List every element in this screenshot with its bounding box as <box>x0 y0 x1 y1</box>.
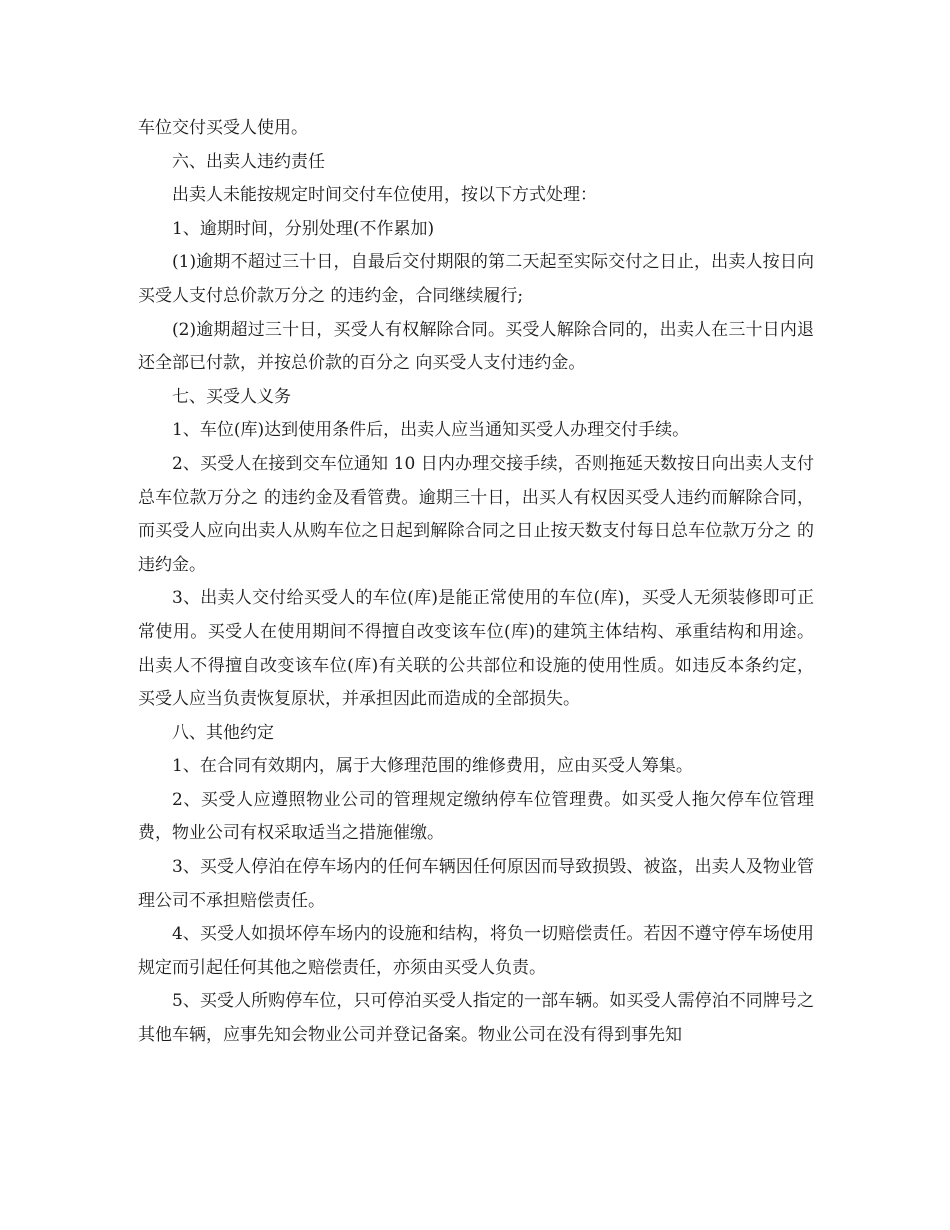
paragraph: 4、买受人如损坏停车场内的设施和结构，将负一切赔偿责任。若因不遵守停车场使用规定而引起任何其他之赔偿责任，亦须由买受人负责。 <box>138 924 814 978</box>
paragraph: 1、逾期时间，分别处理(不作累加) <box>172 218 435 239</box>
paragraph: 2、买受人在接到交车位通知 10 日内办理交接手续，否则拖延天数按日向出卖人支付总车位款万分之 的违约金及看管费。逾期三十日，出买人有权因买受人违约而解除合同，而买受人应向出卖人从购车位之日起到解除合同之日止按天数支付每日总车位款万分之 的违约金。 <box>138 453 814 575</box>
section-heading-seller-liability: 六、出卖人违约责任 <box>172 151 325 172</box>
paragraph: 2、买受人应遵照物业公司的管理规定缴纳停车位管理费。如买受人拖欠停车位管理费，物业公司有权采取适当之措施催缴。 <box>138 789 814 844</box>
paragraph-continuation: 车位交付买受人使用。 <box>138 118 308 138</box>
paragraph: 出卖人未能按规定时间交付车位使用，按以下方式处理： <box>172 185 597 206</box>
paragraph: 5、买受人所购停车位，只可停泊买受人指定的一部车辆。如买受人需停泊不同牌号之其他车辆，应事先知会物业公司并登记备案。物业公司在没有得到事先知 <box>138 991 814 1046</box>
paragraph: 1、车位(库)达到使用条件后，出卖人应当通知买受人办理交付手续。 <box>172 420 690 441</box>
section-heading-buyer-obligations: 七、买受人义务 <box>172 386 291 407</box>
section-heading-other-terms: 八、其他约定 <box>172 722 274 743</box>
paragraph: (2)逾期超过三十日，买受人有权解除合同。买受人解除合同的，出卖人在三十日内退还全部已付款，并按总价款的百分之 向买受人支付违约金。 <box>138 319 814 374</box>
paragraph: 3、出卖人交付给买受人的车位(库)是能正常使用的车位(库)，买受人无须装修即可正常使用。买受人在使用期间不得擅自改变该车位(库)的建筑主体结构、承重结构和用途。出卖人不得擅自改变该车位(库)有关联的公共部位和设施的使用性质。如违反本条约定，买受人应当负责恢复原状，并承担因此而造成的全部损失。 <box>138 588 814 710</box>
paragraph: 1、在合同有效期内，属于大修理范围的维修费用，应由买受人筹集。 <box>172 756 693 777</box>
paragraph: 3、买受人停泊在停车场内的任何车辆因任何原因而导致损毁、被盗，出卖人及物业管理公司不承担赔偿责任。 <box>138 857 814 911</box>
document-body <box>138 112 814 1053</box>
paragraph: (1)逾期不超过三十日，自最后交付期限的第二天起至实际交付之日止，出卖人按日向买受人支付总价款万分之 的违约金，合同继续履行; <box>138 252 814 306</box>
